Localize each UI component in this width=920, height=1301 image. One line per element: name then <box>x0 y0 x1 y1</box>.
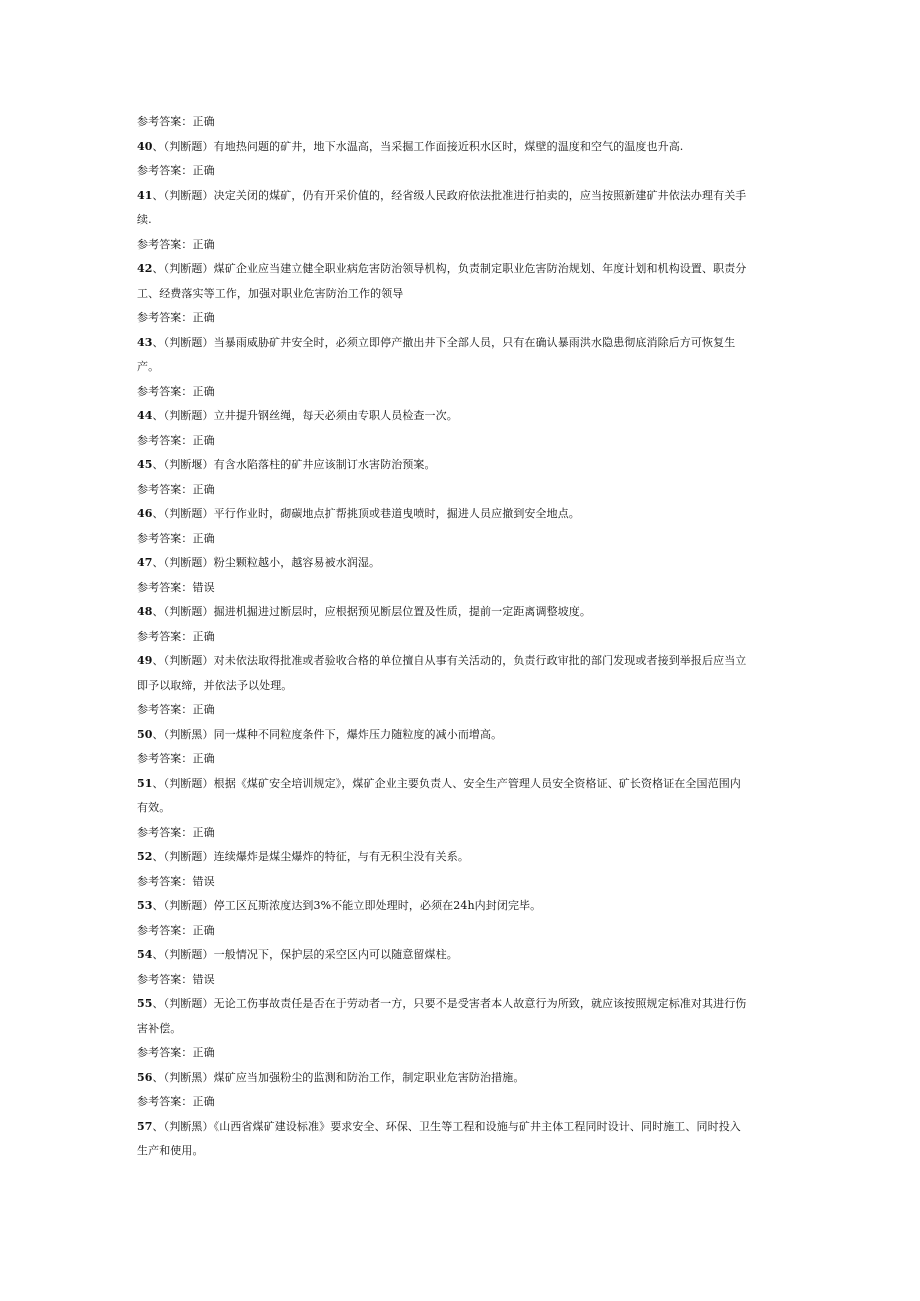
answer-line: 参考答案：正确 <box>137 531 215 545</box>
question-text: 、（判断题）根据《煤矿安全培训规定》，煤矿企业主要负责人、安全生产管理人员安全资格证、矿长资格证在全国范围内 <box>152 776 741 790</box>
answer-line: 参考答案：错误 <box>137 580 215 594</box>
question-line <box>137 453 787 478</box>
question-continuation: 生产和使用。 <box>137 1144 204 1157</box>
question-number: 44 <box>137 409 153 422</box>
question-number: 53 <box>137 899 153 912</box>
question-line <box>137 723 787 748</box>
question-line <box>137 600 787 625</box>
question-text: 、（判断题）当暴雨威胁矿井安全时，必须立即停产撤出井下全部人员，只有在确认暴雨洪水隐患彻底消除后方可恢复生 <box>152 335 736 349</box>
question-number: 50 <box>137 727 153 741</box>
question-text: 、（判断黑）《山西省煤矿建设标准》要求安全、环保、卫生等工程和设施与矿井主体工程同时设计、同时施工、同时投入 <box>152 1119 741 1133</box>
answer-line: 参考答案：正确 <box>137 629 215 643</box>
answer-line: 参考答案：正确 <box>137 1095 215 1108</box>
answer-line: 参考答案：正确 <box>137 237 215 251</box>
question-text: 、（判断题）掘进机掘进过断层时，应根据预见断层位置及性质，提前一定距离调整坡度。 <box>152 605 592 618</box>
question-continuation: 产。 <box>137 360 160 373</box>
question-text: 、（判断题）粉尘颗粒越小，越容易被水润湿。 <box>152 556 381 569</box>
question-text: 、（判断黑）煤矿应当加强粉尘的监测和防治工作，制定职业危害防治措施。 <box>152 1070 525 1084</box>
answer-line: 参考答案：正确 <box>137 384 215 398</box>
question-number: 43 <box>137 335 153 349</box>
question-number: 46 <box>137 507 153 520</box>
question-number: 51 <box>137 776 153 790</box>
answer-line: 参考答案：正确 <box>137 482 215 496</box>
question-text: 、（判断题）一般情况下，保护层的采空区内可以随意留煤柱。 <box>152 948 458 961</box>
question-number: 49 <box>137 654 153 667</box>
question-line <box>137 894 787 919</box>
question-number: 57 <box>137 1119 153 1133</box>
question-number: 42 <box>137 262 153 275</box>
question-continuation: 害补偿。 <box>137 1021 182 1035</box>
question-number: 55 <box>137 997 153 1010</box>
question-line <box>137 943 787 968</box>
question-number: 54 <box>137 948 153 961</box>
question-line <box>137 992 787 1017</box>
question-text: 、（判断堰）有含水陷落柱的矿井应该制订水害防治预案。 <box>152 458 436 471</box>
answer-line: 参考答案：错误 <box>137 874 215 888</box>
answer-line: 参考答案：正确 <box>137 311 215 324</box>
answer-line: 参考答案：正确 <box>137 923 215 937</box>
answer-line: 参考答案：正确 <box>137 433 215 447</box>
question-text: 、（判断题）连续爆炸是煤尘爆炸的特征，与有无积尘没有关系。 <box>152 850 469 863</box>
answer-line: 参考答案：正确 <box>137 115 215 128</box>
document-page <box>137 110 787 1164</box>
question-line <box>137 257 787 282</box>
question-number: 56 <box>137 1070 153 1084</box>
question-text: 、（判断题）停工区瓦斯浓度达到3%不能立即处理时，必须在24h内封闭完毕。 <box>152 899 542 912</box>
question-text: 、（判断题）立井提升钢丝绳，每天必须由专职人员检查一次。 <box>152 409 458 422</box>
question-number: 41 <box>137 188 153 202</box>
question-text: 、（判断题）有地热问题的矿井，地下水温高，当采掘工作面接近积水区时，煤壁的温度和空气的温度也升高. <box>152 139 684 153</box>
question-continuation: 续. <box>137 213 152 226</box>
question-line <box>137 135 787 160</box>
question-text: 、（判断题）对未依法取得批准或者验收合格的单位擅自从事有关活动的，负责行政审批的部门发现或者接到举报后应当立 <box>152 654 747 667</box>
question-line <box>137 845 787 870</box>
answer-line: 参考答案：正确 <box>137 1046 215 1059</box>
question-number: 48 <box>137 605 153 618</box>
question-text: 、（判断题）无论工伤事故责任是否在于劳动者一方，只要不是受害者本人故意行为所致，就应该按照规定标准对其进行伤 <box>152 997 747 1010</box>
question-continuation: 工、经费落实等工作，加强对职业危害防治工作的领导 <box>137 286 404 300</box>
question-continuation: 即予以取缔，并依法予以处理。 <box>137 678 293 692</box>
question-line <box>137 404 787 429</box>
question-text: 、（判断题）决定关闭的煤矿，仍有开采价值的，经省级人民政府依法批准进行拍卖的，应当按照新建矿井依法办理有关手 <box>152 188 747 202</box>
question-line <box>137 184 787 209</box>
question-number: 52 <box>137 850 153 863</box>
question-continuation: 有效。 <box>137 801 171 814</box>
question-line <box>137 551 787 576</box>
answer-line: 参考答案：错误 <box>137 972 215 986</box>
question-line <box>137 502 787 527</box>
answer-line: 参考答案：正确 <box>137 703 215 716</box>
answer-line: 参考答案：正确 <box>137 825 215 839</box>
question-number: 40 <box>137 139 153 153</box>
question-number: 45 <box>137 458 153 471</box>
answer-line: 参考答案：正确 <box>137 752 215 765</box>
question-text: 、（判断题）煤矿企业应当建立健全职业病危害防治领导机构，负责制定职业危害防治规划、年度计划和机构设置、职责分 <box>152 262 747 275</box>
question-line <box>137 1115 787 1140</box>
answer-line: 参考答案：正确 <box>137 164 215 177</box>
question-line <box>137 772 787 797</box>
question-text: 、（判断黑）同一煤种不同粒度条件下，爆炸压力随粒度的减小而增高。 <box>152 727 503 741</box>
question-number: 47 <box>137 556 153 569</box>
question-line <box>137 331 787 356</box>
question-line <box>137 649 787 674</box>
question-text: 、（判断题）平行作业时，砌碳地点扩帮挑顶或巷道曳喷时，掘进人员应撤到安全地点。 <box>152 507 580 520</box>
question-line <box>137 1066 787 1091</box>
